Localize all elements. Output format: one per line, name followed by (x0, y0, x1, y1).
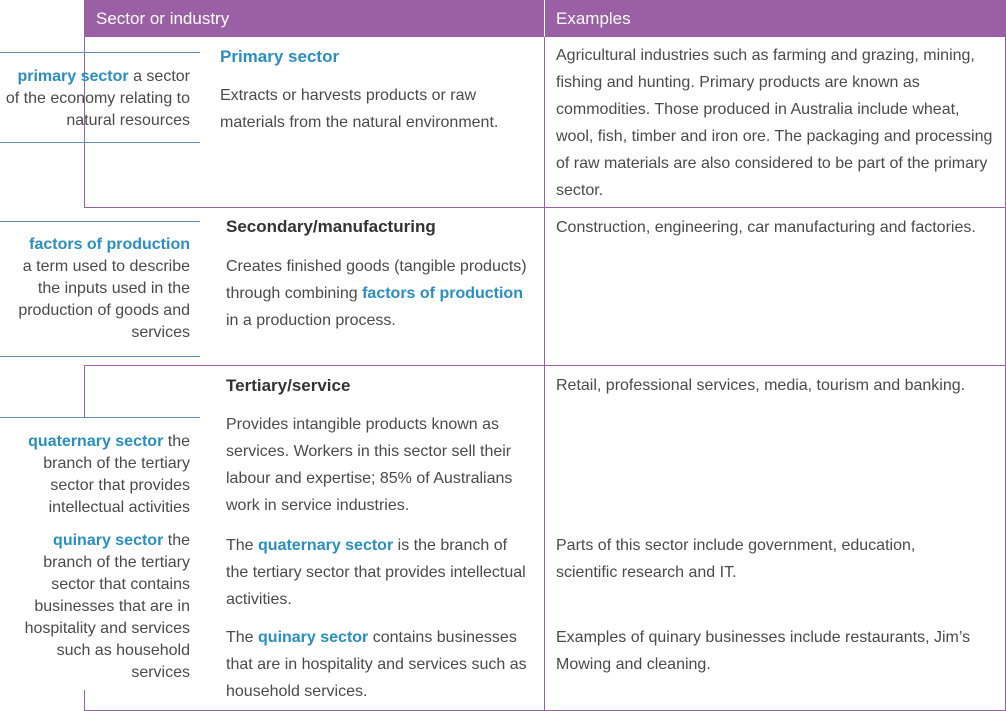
row-desc-quinary (226, 624, 538, 705)
keyword-quaternary-sector: quaternary sector (258, 537, 394, 554)
glossary-term: quaternary sector (28, 433, 164, 450)
glossary-term: factors of production (29, 236, 190, 253)
row-title-secondary: Secondary/manufacturing (226, 217, 436, 236)
glossary-rule (0, 356, 200, 357)
glossary-rule (0, 142, 200, 143)
desc-text: Creates finished goods (tangible products) through combining (226, 258, 527, 302)
glossary-quaternary-sector (2, 431, 190, 519)
glossary-term: quinary sector (53, 532, 164, 549)
column-divider (544, 37, 545, 711)
row-examples-primary: Agricultural industries such as farming and grazing, mining, fishing and hunting. Primary products are known as commodities. Those produced in Australia include wheat, wool, fish, timber and iron ore. The packaging and processing of raw materials are also considered to be part of the primary sector. (556, 47, 993, 199)
glossary-quinary-sector (2, 530, 190, 684)
column-header-sector: Sector or industry (96, 9, 230, 28)
row-desc-secondary (226, 253, 536, 334)
glossary-definition: a term used to describe the inputs used in the production of goods and services (18, 258, 190, 341)
desc-text: is the branch of the tertiary sector that provides intellectual activities. (226, 537, 526, 608)
row-divider-1 (84, 207, 1006, 208)
header-divider (544, 0, 545, 37)
keyword-factors-of-production: factors of production (362, 285, 523, 302)
row-examples-secondary: Construction, engineering, car manufacturing and factories. (556, 219, 976, 236)
glossary-factors-of-production (2, 234, 190, 344)
glossary-rule (0, 417, 200, 418)
row-examples-quinary: Examples of quinary businesses include restaurants, Jim’s Mowing and cleaning. (556, 629, 971, 673)
glossary-definition: a sector of the economy relating to natural resources (5, 68, 190, 129)
row-desc-primary: Extracts or harvests products or raw materials from the natural environment. (220, 87, 499, 131)
desc-text: contains businesses that are in hospitality and services such as household services. (226, 629, 527, 700)
glossary-term: primary sector (17, 68, 129, 85)
desc-text: The (226, 629, 259, 646)
glossary-rule (0, 221, 200, 222)
glossary-primary-sector (2, 66, 190, 132)
row-divider-2 (84, 365, 1006, 366)
row-title-primary: Primary sector (220, 47, 340, 66)
desc-text: in a production process. (226, 312, 396, 329)
glossary-definition: the branch of the tertiary sector that provides intellectual activities (43, 433, 190, 516)
row-desc-quaternary (226, 532, 526, 613)
row-title-tertiary: Tertiary/service (226, 376, 351, 395)
row-desc-tertiary: Provides intangible products known as services. Workers in this sector sell their labour and expertise; 85% of Australians work in service industries. (226, 416, 513, 514)
row-examples-quaternary: Parts of this sector include government, education, scientific research and IT. (556, 537, 916, 581)
table-left-border-4 (84, 690, 85, 711)
glossary-rule (0, 52, 200, 53)
column-header-examples: Examples (556, 9, 631, 28)
row-examples-tertiary: Retail, professional services, media, tourism and banking. (556, 377, 966, 394)
glossary-definition: the branch of the tertiary sector that contains businesses that are in hospitality and services such as household services (24, 532, 190, 681)
desc-text: The (226, 537, 259, 554)
keyword-quinary-sector: quinary sector (258, 629, 369, 646)
table-left-border-3 (84, 365, 85, 417)
